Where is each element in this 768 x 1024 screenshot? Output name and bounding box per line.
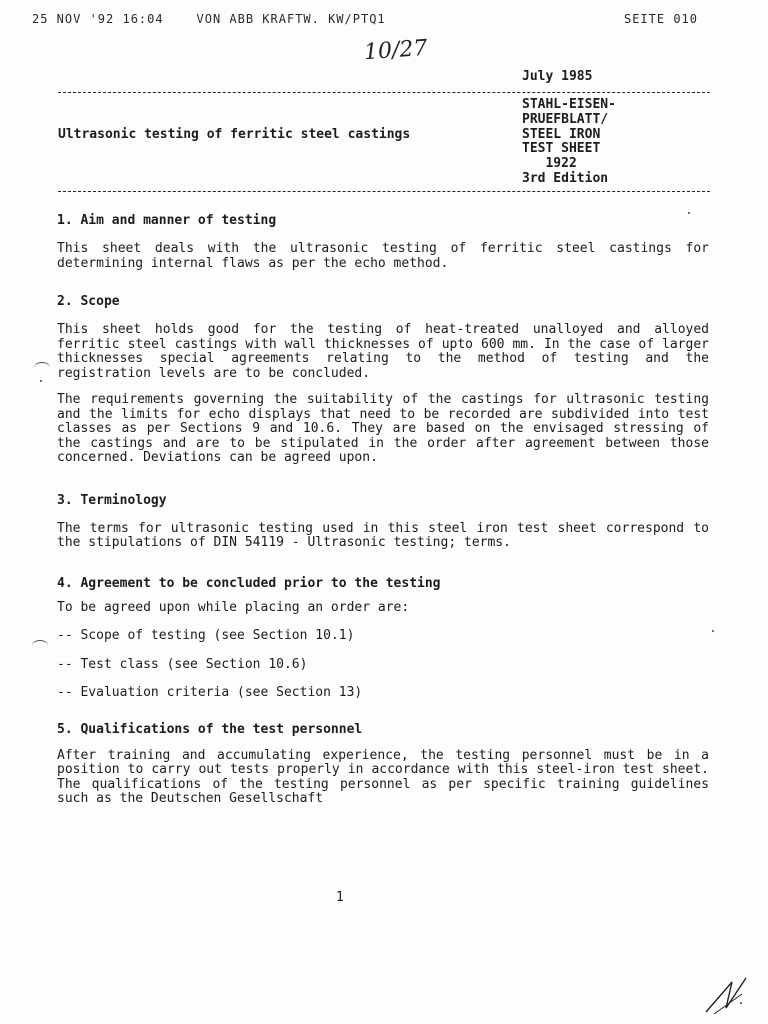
section-heading: 4. Agreement to be concluded prior to the testing [57,575,441,591]
fax-page-label: SEITE 010 [623,12,698,26]
dashed-divider-top [58,92,710,93]
document-date: July 1985 [522,69,593,84]
document-title: Ultrasonic testing of ferritic steel castings [58,127,411,142]
section-aim [57,212,709,271]
scan-mark [34,362,50,373]
section-agreement [57,575,709,701]
handwritten-note: 10/27 [363,35,429,66]
section-paragraph: The requirements governing the suitability of the castings for ultrasonic testing and the limits for echo displays that need to be recorded are subdivided into test classes as per Sections 9 and 10.6. They are based on the envisaged stressing of the castings and are to be stipulated in the order after agreement between those concerned. Deviations can be agreed upon. [57,392,709,465]
list-item: -- Test class (see Section 10.6) [57,656,308,672]
section-qualifications [57,721,709,807]
sheet-id-line: PRUEFBLATT/ [522,111,609,127]
fax-sender-line: 25 NOV '92 16:04 VON ABB KRAFTW. KW/PTQ1 [32,12,386,26]
section-terminology [57,492,709,551]
sheet-id-line: 1922 [522,156,577,172]
sheet-id-line: TEST SHEET [522,141,601,157]
sheet-identifier [522,98,616,187]
document-body [57,212,709,807]
sheet-id-line: STEEL IRON [522,126,601,142]
section-heading: 3. Terminology [57,492,167,508]
sheet-id-line: STAHL-EISEN- [522,97,616,112]
page-number: 1 [336,890,344,905]
list-item: -- Scope of testing (see Section 10.1) [57,628,355,643]
section-paragraph: The terms for ultrasonic testing used in this steel iron test sheet correspond to the stipulations of DIN 54119 - Ultrasonic testing; terms. [57,520,709,550]
section-heading: 5. Qualifications of the test personnel [57,721,363,737]
section-paragraph: After training and accumulating experience, the testing personnel must be in a position to carry out tests properly in accordance with this steel-iron test sheet. The qualifications of the testing personnel as per specific training guidelines such as the Deutschen Gesellschaft [57,747,709,806]
sheet-id-line: 3rd Edition [522,170,609,186]
section-heading: 2. Scope [57,294,120,309]
scan-mark [32,640,48,651]
scan-speck [712,630,714,632]
section-paragraph: This sheet deals with the ultrasonic testing of ferritic steel castings for determining internal flaws as per the echo method. [57,241,709,271]
section-scope [57,293,709,466]
list-item: -- Evaluation criteria (see Section 13) [57,685,363,700]
section-lead: To be agreed upon while placing an order are: [57,599,410,615]
corner-pen-mark [702,974,758,1016]
scan-speck [688,212,690,214]
scan-speck [40,380,42,382]
section-paragraph: This sheet holds good for the testing of heat-treated unalloyed and alloyed ferritic steel castings with wall thicknesses of upto 600 mm. In the case of larger thicknesses special agreements relating to the method of testing and the registration levels are to be concluded. [57,322,709,381]
dashed-divider-bottom [58,191,710,192]
fax-header [32,12,698,28]
section-heading: 1. Aim and manner of testing [57,213,277,228]
